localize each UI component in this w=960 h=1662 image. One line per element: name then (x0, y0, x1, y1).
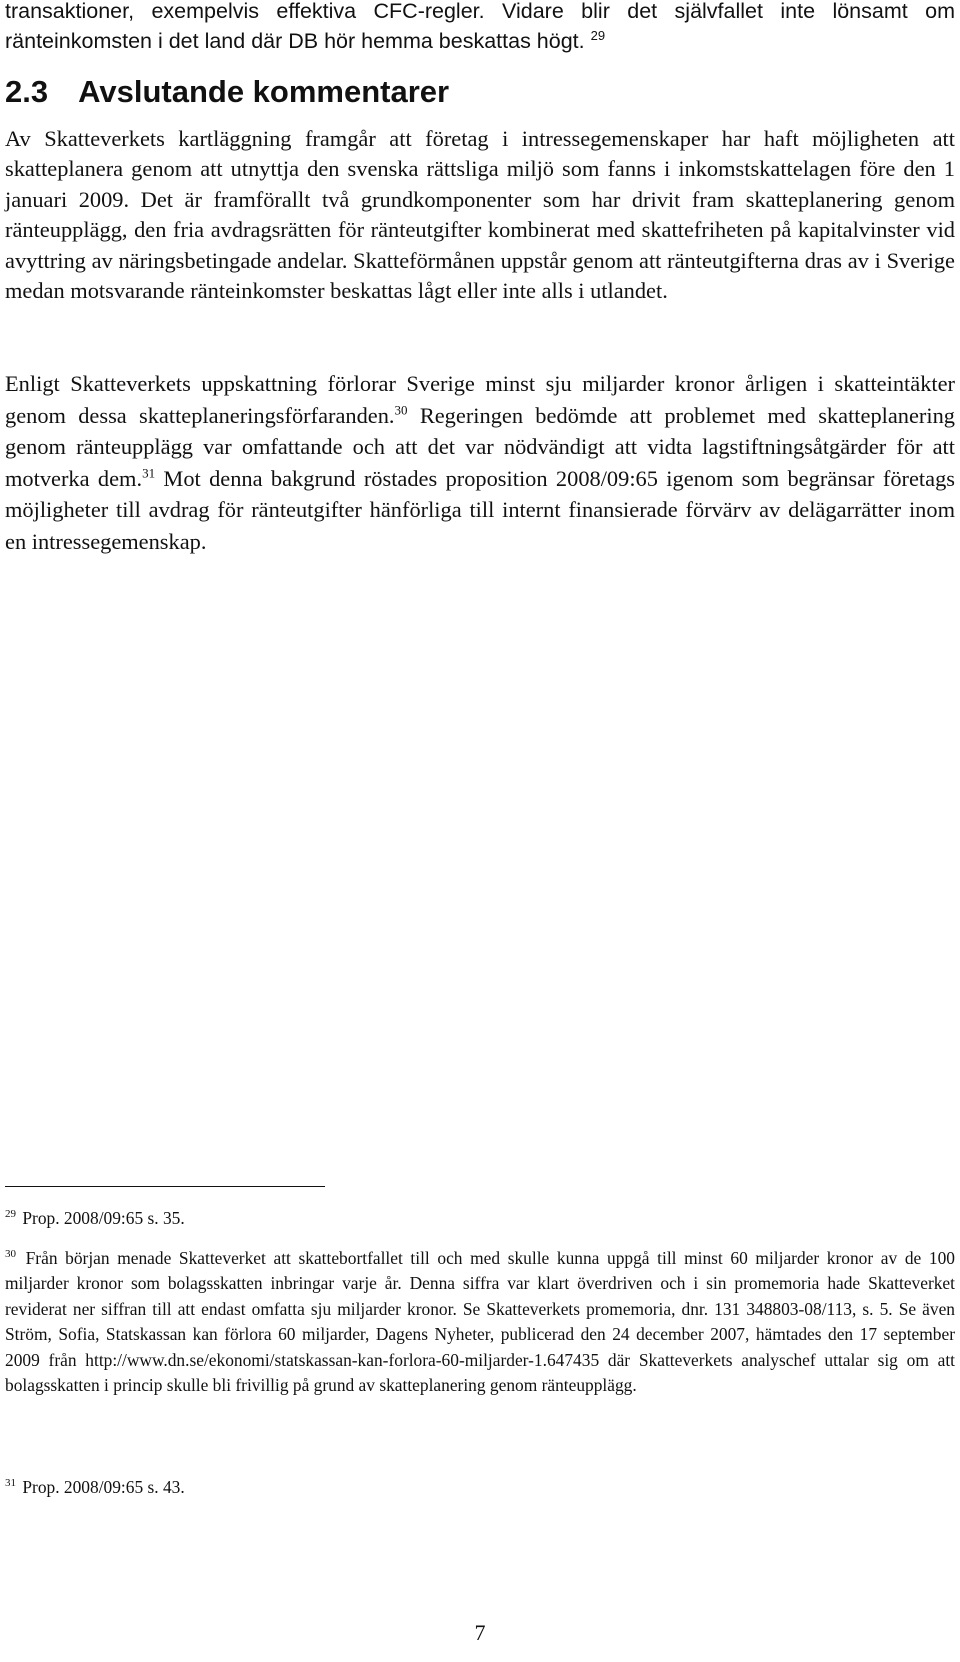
footnote-ref-31[interactable]: 31 (142, 465, 156, 481)
footnote-30-text: Från början menade Skatteverket att skattebortfallet till och med skulle kunna uppgå till minst 60 miljarder kronor av de 100 miljarder kronor som bolagsskatten inbringar varje år. Denna siffra var klart överdriven och i sin promemoria hade Skatteverket reviderat ner siffran till att endast omfatta sju miljarder kronor. Se Skatteverkets promemoria, dnr. 131 348803-08/113, s. 5. Se även Ström, Sofia, Statskassan kan förlora 60 miljarder, Dagens Nyheter, publicerad den 24 december 2007, hämtades den 17 september 2009 från http://www.dn.se/ekonomi/statskassan-kan-forlora-60-miljarder-1.647435 där Skatteverkets analyschef uttalar sig om att bolagsskatten i princip skulle bli frivillig på grund av skatteplanering genom ränteupplägg. (5, 1248, 955, 1396)
footnote-separator (5, 1186, 325, 1187)
section-title: Avslutande kommentarer (78, 74, 450, 109)
body-paragraph-1: Av Skatteverkets kartläggning framgår att företag i intressegemenskaper har haft möjligheten att skatteplanera genom att utnyttja den svenska rättsliga miljö som fanns i inkomstskattelagen före den 1 januari 2009. Det är framförallt två grundkomponenter som har drivit fram skatteplanering genom ränteupplägg, den fria avdragsrätten för ränteutgifter kombinerat med skattefriheten på kapitalvinster vid avyttring av näringsbetingade andelar. Skatteförmånen uppstår genom att ränteutgifterna dras av i Sverige medan motsvarande ränteinkomster beskattas lågt eller inte alls i utlandet. (5, 126, 955, 304)
intro-paragraph (5, 0, 955, 56)
paragraph-2-part-2: Regeringen bedömde att problemet med skatteplanering genom ränteupplägg var omfattande och att det var nödvändigt att vidta lagstiftningsåtgärder för att motverka dem. (5, 402, 955, 491)
footnote-29 (5, 1206, 955, 1231)
section-heading (5, 72, 449, 112)
section-number: 2.3 (5, 74, 49, 109)
footnote-31-text: Prop. 2008/09:65 s. 43. (22, 1477, 185, 1497)
footnote-ref-30[interactable]: 30 (394, 402, 408, 418)
footnote-ref-29[interactable]: 29 (590, 27, 606, 43)
footnote-31 (5, 1475, 955, 1500)
paragraph-2-part-3: Mot denna bakgrund röstades proposition 2008/09:65 igenom som begränsar företags möjligheter till avdrag för ränteutgifter hänförliga till internt finansierade förvärv av delägarrätter inom en intressegemenskap. (5, 465, 955, 554)
footnote-30-number: 30 (5, 1248, 16, 1261)
page-number: 7 (474, 1620, 486, 1645)
footnote-29-text: Prop. 2008/09:65 s. 35. (22, 1208, 185, 1228)
paragraph-2-part-1: Enligt Skatteverkets uppskattning förlorar Sverige minst sju miljarder kronor årligen i skatteintäkter genom dessa skatteplaneringsförfaranden. (5, 371, 955, 428)
body-paragraph-2 (5, 368, 955, 557)
intro-text: transaktioner, exempelvis effektiva CFC-regler. Vidare blir det självfallet inte lönsamt om ränteinkomsten i det land där DB hör hemma beskattas högt. (5, 0, 955, 53)
footnote-31-number: 31 (5, 1477, 16, 1490)
footnote-29-number: 29 (5, 1208, 16, 1221)
footnote-30 (5, 1246, 955, 1398)
